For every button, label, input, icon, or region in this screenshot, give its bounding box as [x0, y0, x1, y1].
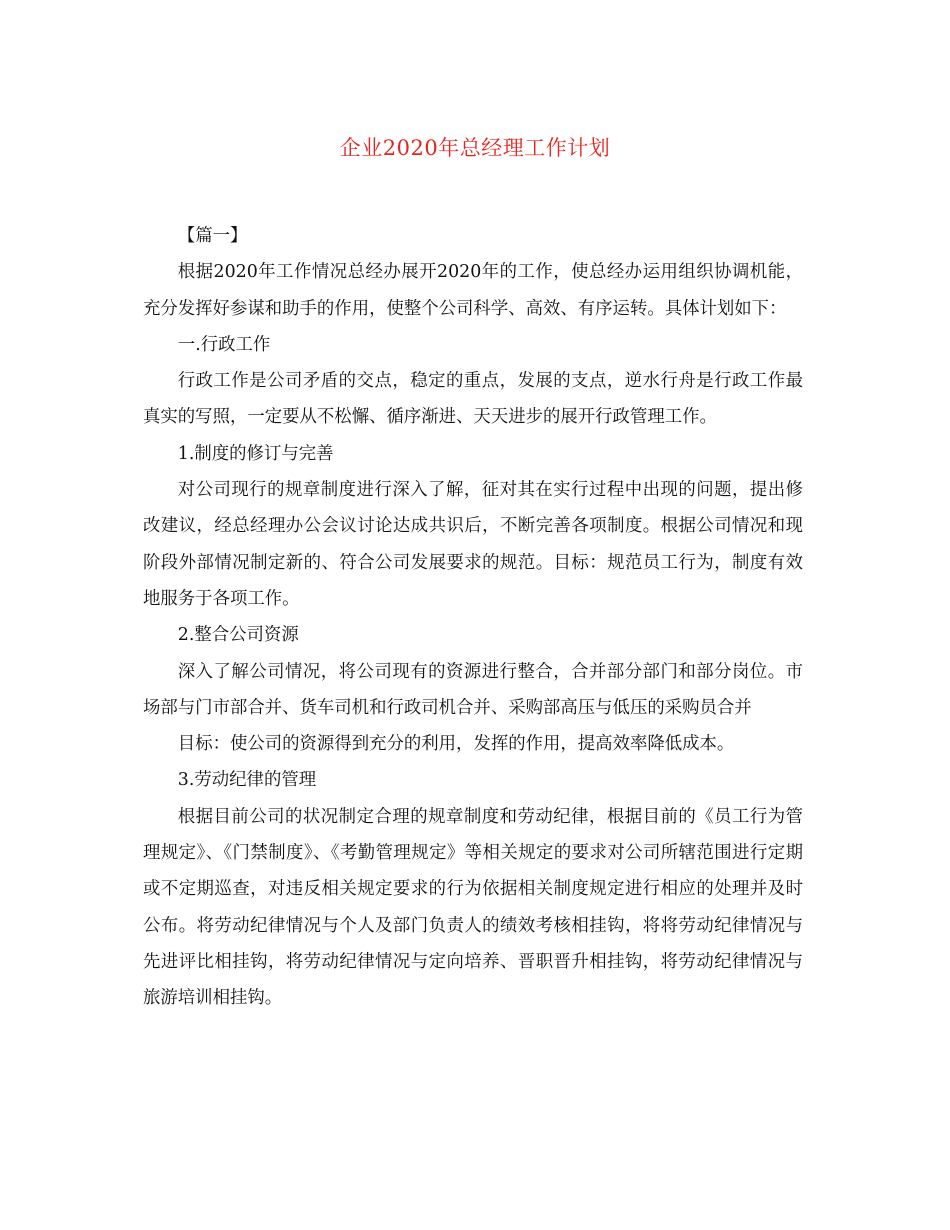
subheading-discipline: 3.劳动纪律的管理 — [177, 770, 317, 791]
document-body — [143, 218, 803, 1017]
subheading-rules: 1.制度的修订与完善 — [177, 443, 334, 464]
rules-paragraph: 对公司现行的规章制度进行深入了解，征对其在实行过程中出现的问题，提出修改建议，经总经理办公会议讨论达成共识后，不断完善各项制度。根据公司情况和现阶段外部情况制定新的、符合公司发展要求的规范。目标：规范员工行为，制度有效地服务于各项工作。 — [143, 480, 803, 609]
discipline-paragraph: 根据目前公司的状况制定合理的规章制度和劳动纪律，根据目前的《员工行为管理规定》、《门禁制度》、《考勤管理规定》等相关规定的要求对公司所辖范围进行定期或不定期巡查，对违反相关规定要求的行为依据相关制度规定进行相应的处理并及时公布。将劳动纪律情况与个人及部门负责人的绩效考核相挂钩，将将劳动纪律情况与先进评比相挂钩，将劳动纪律情况与定向培养、晋职晋升相挂钩，将劳动纪律情况与旅游培训相挂钩。 — [143, 806, 803, 1009]
section-marker: 【篇一】 — [177, 226, 248, 246]
document-title: 企业2020年总经理工作计划 — [339, 136, 611, 160]
resources-goal-paragraph: 目标：使公司的资源得到充分的利用，发挥的作用，提高效率降低成本。 — [177, 734, 735, 755]
subheading-resources: 2.整合公司资源 — [177, 625, 299, 646]
resources-paragraph: 深入了解公司情况，将公司现有的资源进行整合，合并部分部门和部分岗位。市场部与门市部合并、货车司机和行政司机合并、采购部高压与低压的采购员合并 — [143, 661, 803, 718]
section-heading-admin: 一.行政工作 — [177, 334, 271, 355]
intro-paragraph: 根据2020年工作情况总经办展开2020年的工作，使总经办运用组织协调机能，充分发挥好参谋和助手的作用，使整个公司科学、高效、有序运转。具体计划如下： — [143, 262, 803, 319]
admin-paragraph: 行政工作是公司矛盾的交点，稳定的重点，发展的支点，逆水行舟是行政工作最真实的写照，一定要从不松懈、循序渐进、天天进步的展开行政管理工作。 — [143, 371, 803, 428]
